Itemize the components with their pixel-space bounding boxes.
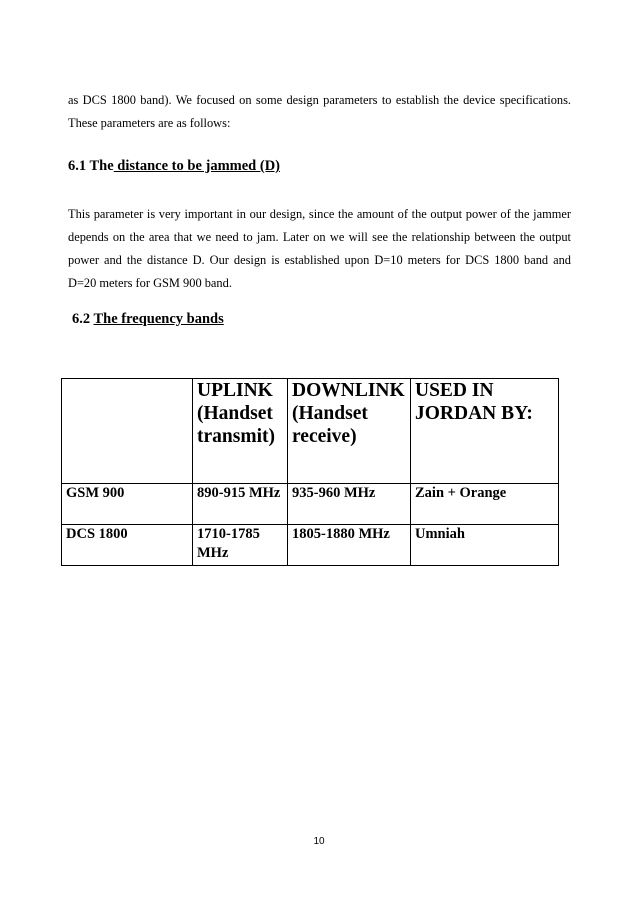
heading-6-1-title: distance to be jammed (D) [113,158,280,174]
header-cell-uplink: UPLINK (Handset transmit) [193,379,288,484]
operators-cell: Umniah [411,525,559,566]
band-cell: DCS 1800 [62,525,193,566]
section-heading-6-2 [72,311,224,328]
intro-paragraph: as DCS 1800 band). We focused on some design parameters to establish the device specifications. These parameters are as follows: [68,93,571,130]
uplink-cell: 1710-1785 MHz [193,525,288,566]
header-cell-used-in-jordan: USED IN JORDAN BY: [411,379,559,484]
heading-6-2-number: 6.2 [72,311,94,327]
table-row [62,484,559,525]
page-number: 10 [313,836,325,847]
table-row [62,525,559,566]
heading-6-1-number: 6.1 The [68,158,114,174]
downlink-cell: 1805-1880 MHz [288,525,411,566]
heading-6-2-title: The frequency bands [93,311,224,327]
uplink-cell: 890-915 MHz [193,484,288,525]
table-header-row [62,379,559,484]
band-cell: GSM 900 [62,484,193,525]
header-cell-downlink: DOWNLINK (Handset receive) [288,379,411,484]
frequency-bands-table [61,378,559,566]
header-cell-empty [62,379,193,484]
downlink-cell: 935-960 MHz [288,484,411,525]
distance-paragraph: This parameter is very important in our design, since the amount of the output power of the jammer depends on the area that we need to jam. Later on we will see the relationship between the output power and the distance D. Our design is established upon D=10 meters for DCS 1800 band and D=20 meters for GSM 900 band. [68,207,571,290]
operators-cell: Zain + Orange [411,484,559,525]
section-heading-6-1 [68,158,280,175]
